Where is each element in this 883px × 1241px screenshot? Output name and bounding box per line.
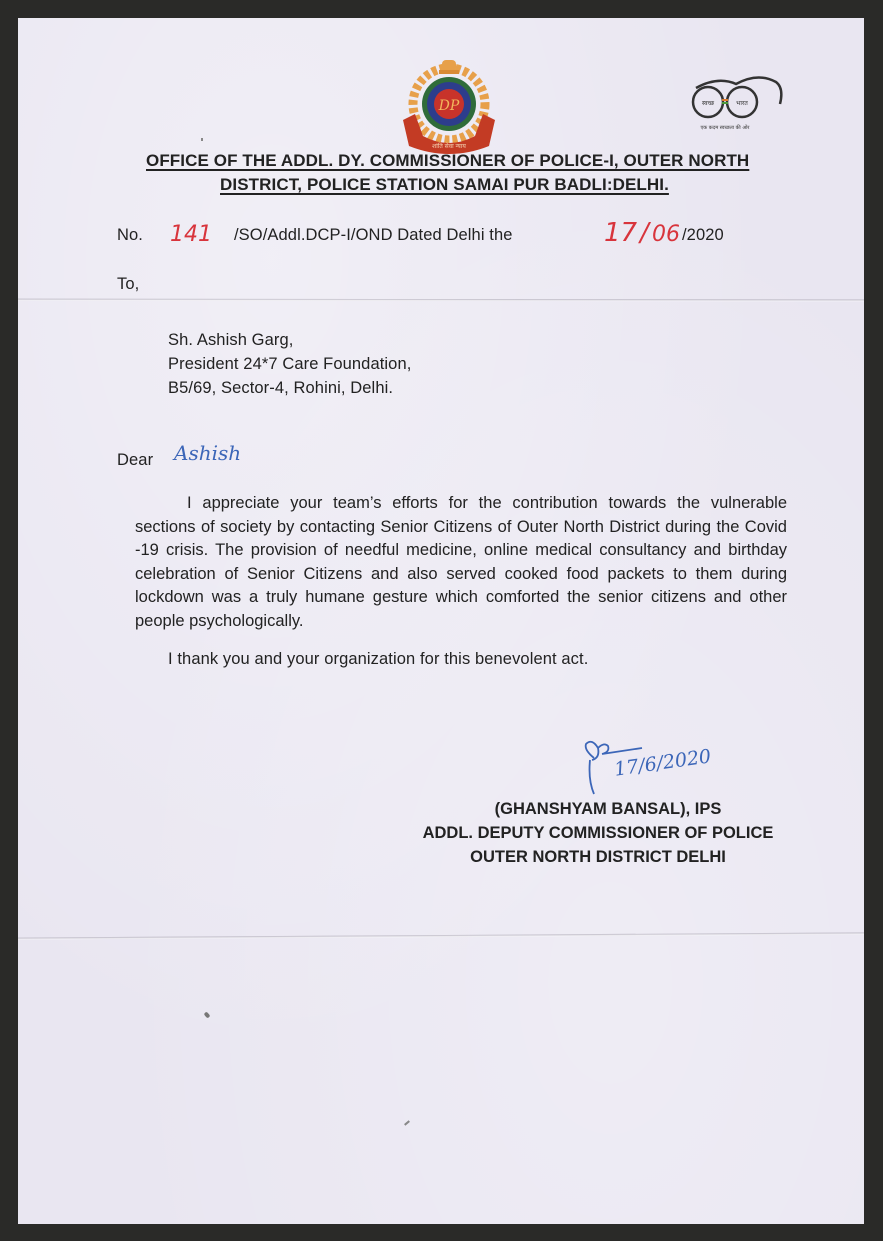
recipient-title: President 24*7 Care Foundation, [168,355,412,373]
paper-speck [404,1120,410,1125]
date-year: /2020 [682,226,724,244]
signature-date-handwritten: 17/6/2020 [612,745,713,781]
paper-fold-line [18,299,864,302]
signatory-name: (GHANSHYAM BANSAL), IPS [494,800,722,818]
svg-text:शांति सेवा न्याय: शांति सेवा न्याय [432,143,466,150]
date-day-handwritten: 17 [604,218,638,248]
recipient-name: Sh. Ashish Garg, [168,331,294,349]
date-month-handwritten: 06 [652,222,680,247]
paper-fold-line [18,932,864,939]
signatory-office: OUTER NORTH DISTRICT DELHI [470,848,726,866]
svg-text:DP: DP [438,98,460,114]
date-separator: / [640,218,649,248]
delhi-police-emblem [393,54,505,156]
reference-text: /SO/Addl.DCP-I/OND Dated Delhi the [234,226,513,244]
paper-speck [201,138,203,141]
to-label: To, [117,275,140,293]
salutation-name-handwritten: Ashish [174,441,242,465]
reference-no-label: No. [117,226,143,244]
recipient-address: B5/69, Sector-4, Rohini, Delhi. [168,379,394,397]
svg-text:भारत: भारत [736,100,748,107]
office-heading-line2: DISTRICT, POLICE STATION SAMAI PUR BADLI:DELHI. [220,175,669,194]
swachh-bharat-logo [678,76,796,136]
svg-text:एक कदम स्वच्छता की ओर: एक कदम स्वच्छता की ओर [700,125,750,131]
letter-body [135,492,787,633]
closing-line: I thank you and your organization for this benevolent act. [168,650,589,668]
svg-text:स्वच्छ: स्वच्छ [701,100,715,107]
reference-number-handwritten: 141 [170,222,212,247]
signatory-designation: ADDL. DEPUTY COMMISSIONER OF POLICE [422,824,774,842]
paper-speck [204,1011,211,1018]
letter-body-text: I appreciate your team’s efforts for the contribution towards the vulnerable sections of society by contacting Senior Citizens of Outer North District during the Covid -19 crisis. The provision of needful medicine, online medical consultancy and birthday celebration of Senior Citizens and also served cooked food packets to them during lockdown was a truly humane gesture which comforted the senior citizens and other people psychologically. [135,494,787,630]
office-heading-line1: OFFICE OF THE ADDL. DY. COMMISSIONER OF POLICE-I, OUTER NORTH [146,151,750,170]
letter-page [18,18,864,1224]
salutation: Dear [117,451,154,469]
